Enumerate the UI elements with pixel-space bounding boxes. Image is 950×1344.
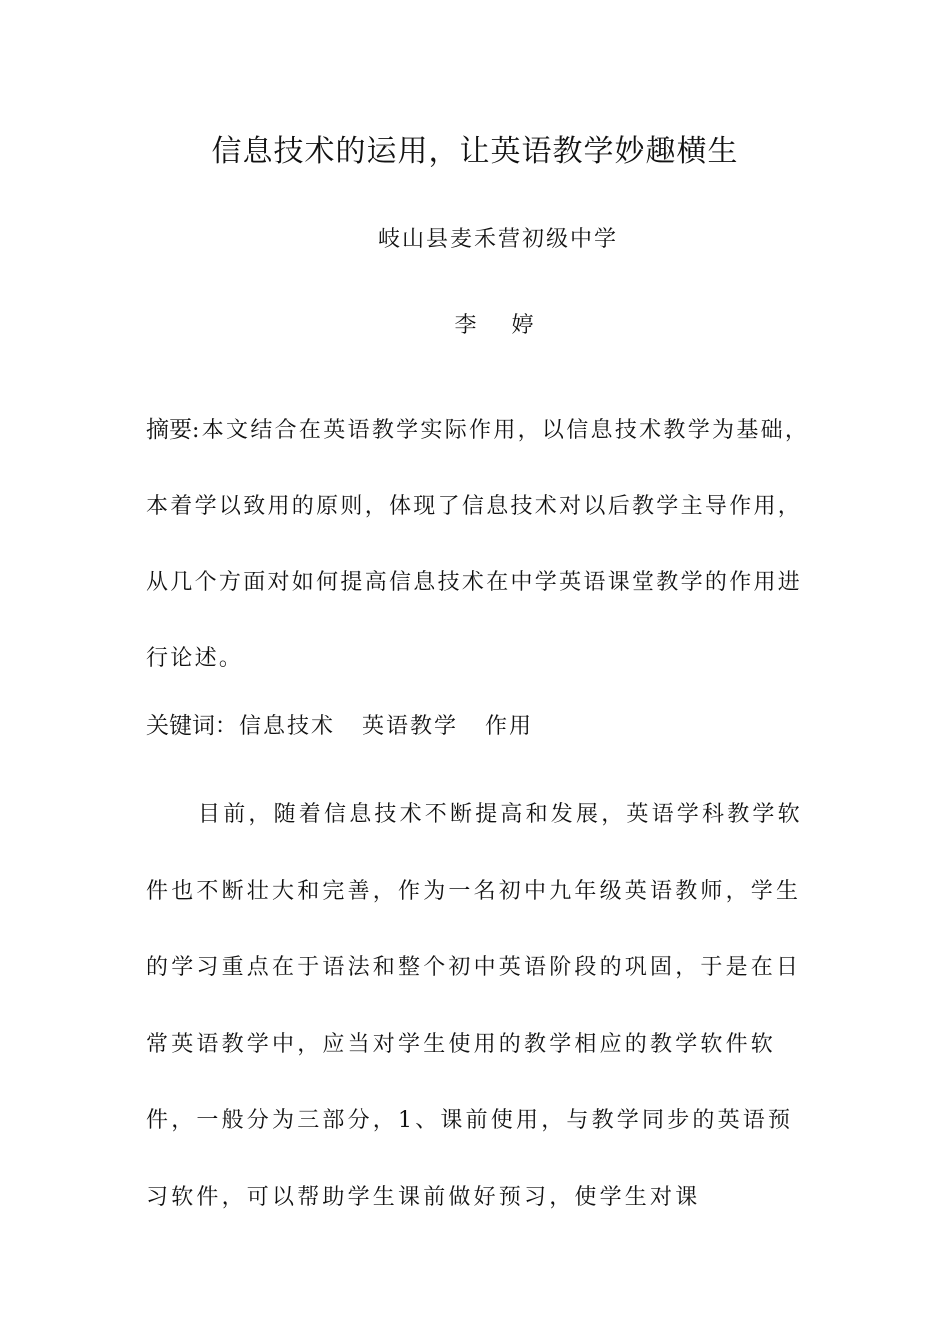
- document-title: 信息技术的运用，让英语教学妙趣横生: [211, 134, 739, 169]
- abstract-colon: :: [192, 418, 202, 443]
- school-name: 岐山县麦禾营初级中学: [377, 227, 618, 252]
- body-paragraph: 目前，随着信息技术不断提高和发展，英语学科教学软件也不断壮大和完善，作为一名初中九年级英语教师，学生的学习重点在于语法和整个初中英语阶段的巩固，于是在日常英语教学中，应当对学生使用的教学相应的教学软件软件，一般分为三部分，1、课前使用，与教学同步的英语预习软件，可以帮助学生课前做好预习，使学生对课: [146, 802, 803, 1210]
- author-name: 李 婷: [454, 313, 548, 338]
- keywords-label: 关键词: [146, 713, 215, 739]
- keywords-colon: ：: [215, 714, 240, 739]
- abstract-text: 本文结合在英语教学实际作用，以信息技术教学为基础，本着学以致用的原则，体现了信息技术对以后教学主导作用， 从几个方面对如何提高信息技术在中学英语课堂教学的作用进行论述。: [146, 418, 810, 671]
- keywords-items: 信息技术 英语教学 作用: [239, 714, 533, 739]
- keywords-line: [146, 706, 810, 747]
- abstract-paragraph: [146, 392, 810, 697]
- abstract-label: 摘要: [146, 417, 192, 443]
